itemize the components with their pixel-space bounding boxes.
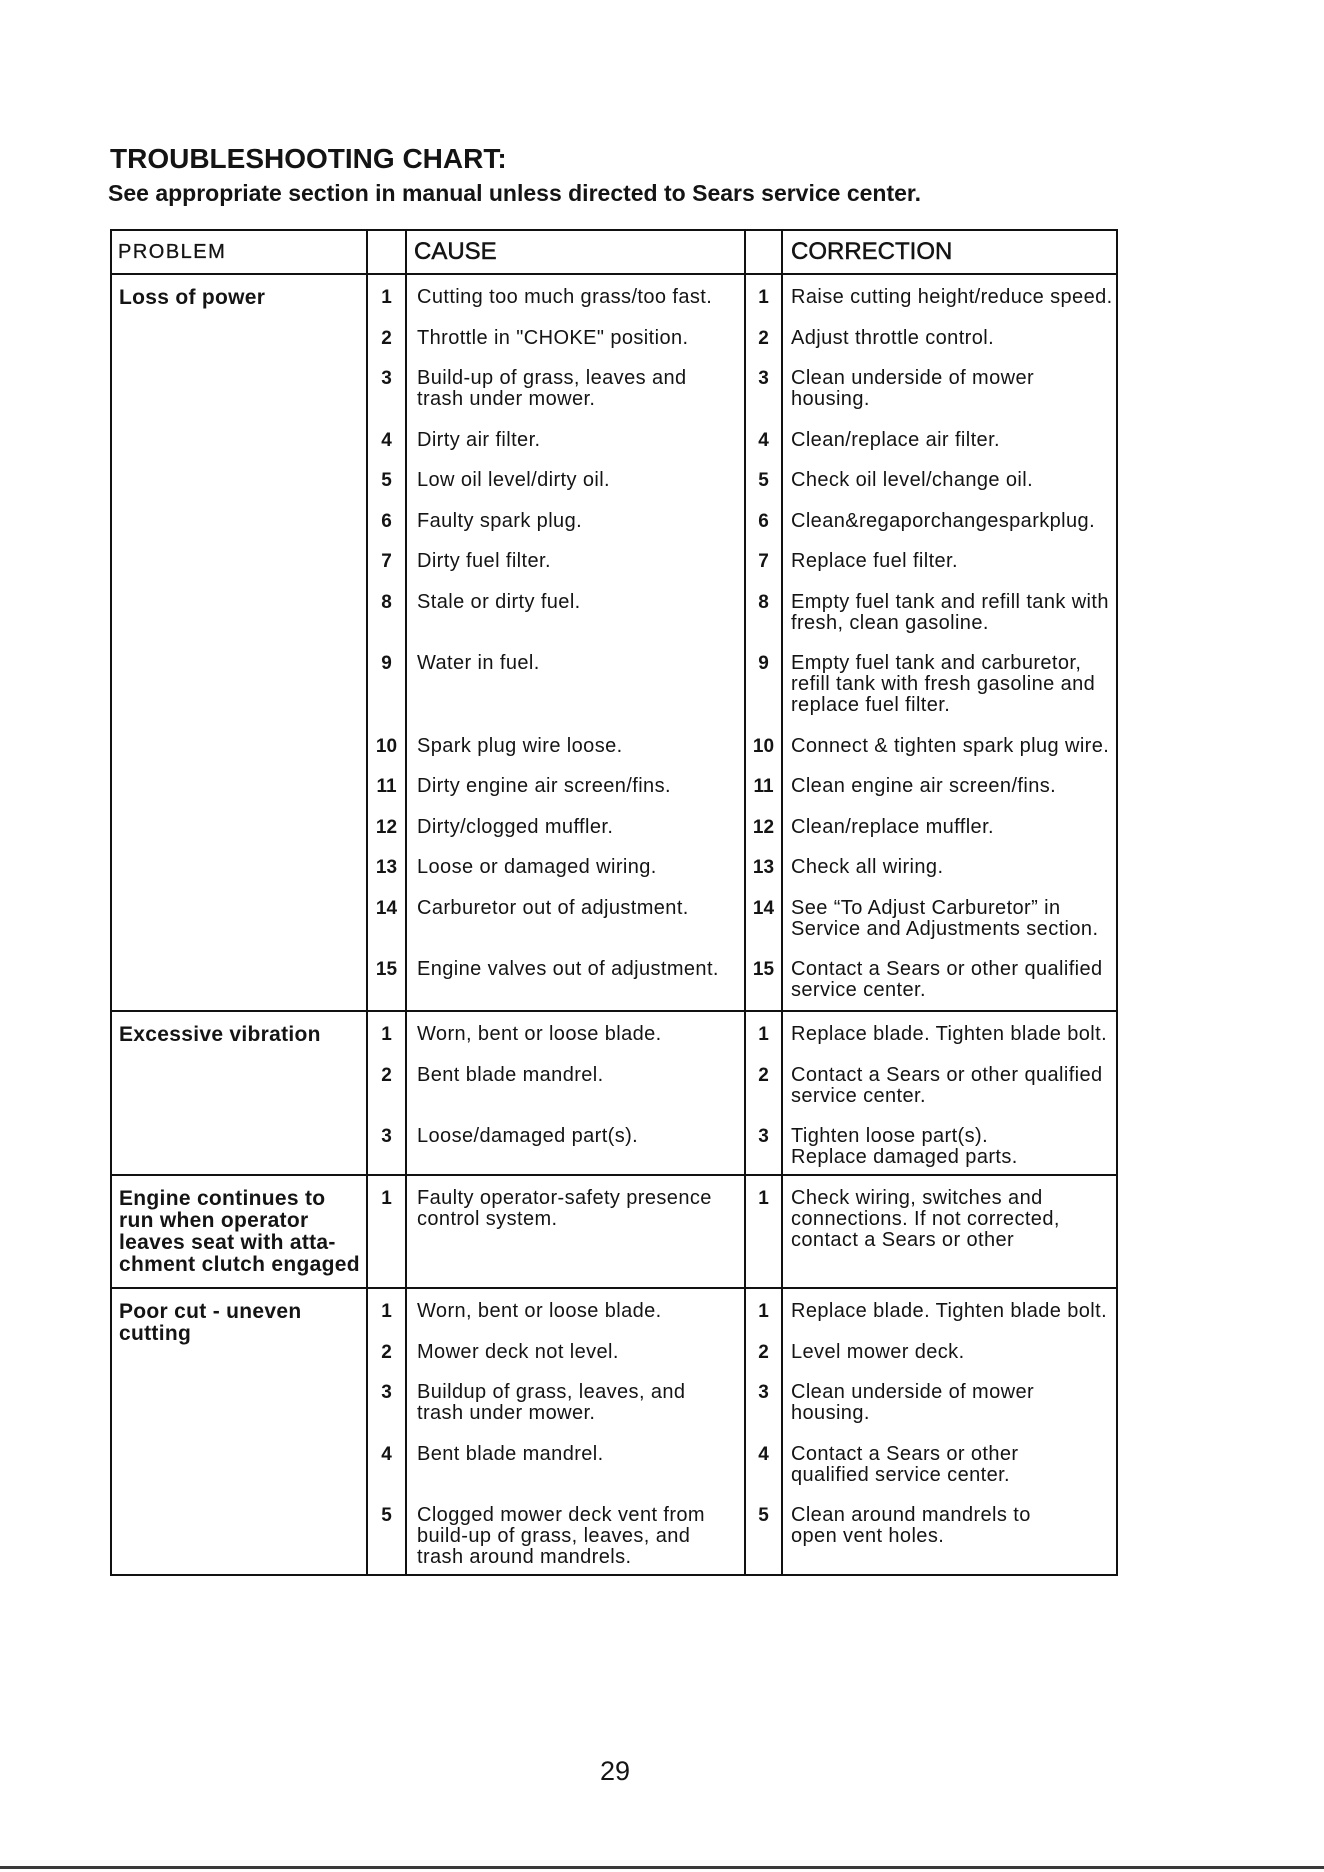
cause-correction-list: [367, 1012, 1116, 1176]
table-row: [367, 430, 1116, 471]
correction-text: Check wiring, switches and connections. If not corrected, contact a Sears or other: [791, 1188, 1060, 1251]
cause-number: 10: [375, 735, 398, 757]
correction-number: 13: [752, 857, 775, 878]
cause-text: Build-up of grass, leaves and trash under mower.: [417, 368, 687, 410]
correction-number: 1: [758, 1024, 769, 1045]
cause-text: Worn, bent or loose blade.: [417, 1024, 662, 1045]
cause-number: 1: [381, 1024, 392, 1045]
correction-number: 14: [752, 897, 775, 919]
table-row: [367, 653, 1116, 736]
cause-number: 1: [381, 1188, 392, 1209]
cause-number: 5: [381, 1505, 392, 1526]
correction-number: 5: [758, 470, 769, 491]
table-row: [367, 959, 1116, 1012]
table-row: [367, 1444, 1116, 1506]
correction-text: Check all wiring.: [791, 857, 944, 878]
correction-number: 2: [758, 1341, 769, 1363]
correction-text: Contact a Sears or other qualified service center.: [791, 1064, 1103, 1107]
cause-text: Bent blade mandrel.: [417, 1064, 604, 1086]
correction-number: 3: [758, 368, 769, 389]
cause-number: 3: [381, 1382, 392, 1403]
column-divider-cause-number: [405, 231, 407, 1574]
table-row: [367, 776, 1116, 817]
table-row: [367, 368, 1116, 430]
cause-text: Worn, bent or loose blade.: [417, 1301, 662, 1322]
cause-number: 8: [381, 591, 392, 613]
correction-number: 8: [758, 591, 769, 613]
cause-text: Dirty engine air screen/fins.: [417, 776, 671, 797]
correction-text: Contact a Sears or other qualified service center.: [791, 959, 1103, 1001]
column-divider-problem: [366, 231, 368, 1574]
cause-correction-list: [367, 1176, 1116, 1287]
table-row: [367, 470, 1116, 511]
cause-text: Low oil level/dirty oil.: [417, 470, 611, 491]
cause-text: Dirty fuel filter.: [417, 551, 551, 572]
correction-text: Empty fuel tank and refill tank with fresh, clean gasoline.: [791, 591, 1109, 634]
correction-text: Clean around mandrels to open vent holes.: [791, 1505, 1031, 1547]
column-divider-cause: [744, 231, 746, 1574]
scan-edge: [0, 1866, 1324, 1869]
table-body: [112, 275, 1116, 1574]
page-number: 29: [599, 1756, 631, 1786]
cause-text: Engine valves out of adjustment.: [417, 959, 719, 980]
correction-number: 3: [758, 1126, 769, 1147]
correction-text: Adjust throttle control.: [791, 327, 995, 349]
cause-number: 6: [381, 510, 392, 532]
cause-text: Water in fuel.: [417, 653, 540, 674]
cause-text: Dirty air filter.: [417, 429, 541, 451]
problem-section: [112, 1012, 1116, 1176]
correction-number: 1: [758, 1301, 769, 1322]
table-row: [367, 1126, 1116, 1176]
table-row: [367, 592, 1116, 654]
cause-number: 13: [375, 857, 398, 878]
correction-number: 6: [758, 510, 769, 532]
header-correction-number: [745, 231, 782, 273]
correction-text: Replace blade. Tighten blade bolt.: [791, 1301, 1108, 1322]
problem-label: Excessive vibration: [119, 1023, 321, 1046]
table-row: [367, 1188, 1116, 1271]
table-row: [367, 898, 1116, 960]
column-divider-correction-number: [781, 231, 783, 1574]
problem-section: [112, 1289, 1116, 1574]
table-row: [367, 1342, 1116, 1383]
correction-number: 4: [758, 1443, 769, 1465]
correction-text: Raise cutting height/reduce speed.: [791, 287, 1113, 308]
cause-text: Mower deck not level.: [417, 1341, 619, 1363]
cause-text: Faulty operator-safety presence control system.: [417, 1188, 712, 1230]
problem-label: Poor cut - uneven cutting: [119, 1300, 302, 1345]
cause-number: 2: [381, 1064, 392, 1086]
correction-text: Replace blade. Tighten blade bolt.: [791, 1024, 1108, 1045]
correction-text: Clean underside of mower housing.: [791, 1382, 1035, 1424]
cause-number: 15: [375, 959, 398, 980]
table-row: [367, 1505, 1116, 1574]
cause-number: 2: [381, 327, 392, 349]
correction-text: See “To Adjust Carburetor” in Service and Adjustments section.: [791, 897, 1099, 940]
correction-number: 15: [752, 959, 775, 980]
correction-text: Connect & tighten spark plug wire.: [791, 735, 1110, 757]
header-problem: PROBLEM: [118, 240, 227, 263]
correction-text: Empty fuel tank and carburetor, refill tank with fresh gasoline and replace fuel filter.: [791, 653, 1096, 716]
correction-text: Check oil level/change oil.: [791, 470, 1034, 491]
cause-text: Loose or damaged wiring.: [417, 857, 657, 878]
correction-text: Contact a Sears or other qualified service center.: [791, 1443, 1019, 1486]
cause-number: 12: [375, 816, 398, 838]
cause-text: Spark plug wire loose.: [417, 735, 623, 757]
correction-number: 5: [758, 1505, 769, 1526]
correction-text: Clean engine air screen/fins.: [791, 776, 1057, 797]
correction-number: 2: [758, 1064, 769, 1086]
header-correction: CORRECTION: [791, 238, 953, 265]
correction-number: 2: [758, 327, 769, 349]
cause-text: Clogged mower deck vent from build-up of grass, leaves, and trash around mandrels.: [417, 1505, 705, 1568]
correction-number: 9: [758, 653, 769, 674]
cause-text: Bent blade mandrel.: [417, 1443, 604, 1465]
correction-text: Clean/replace air filter.: [791, 429, 1000, 451]
page-subtitle: See appropriate section in manual unless directed to Sears service center.: [108, 180, 921, 206]
table-row: [367, 328, 1116, 369]
cause-number: 7: [381, 551, 392, 572]
correction-text: Clean&regaporchangesparkplug.: [791, 510, 1096, 532]
cause-text: Stale or dirty fuel.: [417, 591, 581, 613]
cause-text: Carburetor out of adjustment.: [417, 897, 689, 919]
table-row: [367, 551, 1116, 592]
cause-text: Cutting too much grass/too fast.: [417, 287, 713, 308]
table-row: [367, 1382, 1116, 1444]
correction-number: 10: [752, 735, 775, 757]
correction-number: 12: [752, 816, 775, 838]
header-cause: CAUSE: [414, 238, 497, 265]
table-row: [367, 1065, 1116, 1127]
correction-text: Clean underside of mower housing.: [791, 368, 1035, 410]
cause-number: 2: [381, 1341, 392, 1363]
cause-correction-list: [367, 1289, 1116, 1574]
correction-number: 1: [758, 287, 769, 308]
page-title: TROUBLESHOOTING CHART:: [110, 143, 507, 174]
cause-text: Loose/damaged part(s).: [417, 1126, 639, 1147]
table-row: [367, 511, 1116, 552]
problem-label: Loss of power: [119, 286, 266, 309]
cause-number: 3: [381, 368, 392, 389]
correction-text: Replace fuel filter.: [791, 551, 958, 572]
table-row: [367, 1301, 1116, 1342]
problem-section: [112, 275, 1116, 1012]
cause-number: 4: [381, 1443, 392, 1465]
table-row: [367, 1024, 1116, 1065]
cause-number: 9: [381, 653, 392, 674]
table-header-row: [112, 231, 1116, 275]
correction-text: Level mower deck.: [791, 1341, 965, 1363]
correction-number: 4: [758, 429, 769, 451]
problem-label: Engine continues to run when operator leaves seat with atta- chment clutch engaged: [119, 1187, 360, 1276]
table-row: [367, 736, 1116, 777]
cause-text: Buildup of grass, leaves, and trash under mower.: [417, 1382, 686, 1424]
problem-section: [112, 1176, 1116, 1289]
cause-number: 4: [381, 429, 392, 451]
cause-number: 3: [381, 1126, 392, 1147]
correction-number: 7: [758, 551, 769, 572]
table-row: [367, 287, 1116, 328]
table-row: [367, 817, 1116, 858]
correction-text: Clean/replace muffler.: [791, 816, 994, 838]
table-row: [367, 857, 1116, 898]
header-cause-number: [367, 231, 406, 273]
troubleshooting-table: [110, 229, 1118, 1576]
cause-number: 1: [381, 287, 392, 308]
correction-number: 11: [753, 776, 774, 797]
cause-number: 1: [381, 1301, 392, 1322]
cause-correction-list: [367, 275, 1116, 1012]
correction-number: 1: [758, 1188, 769, 1209]
correction-text: Tighten loose part(s). Replace damaged parts.: [791, 1126, 1018, 1168]
correction-number: 3: [758, 1382, 769, 1403]
cause-text: Throttle in "CHOKE" position.: [417, 327, 689, 349]
cause-number: 11: [376, 776, 397, 797]
cause-text: Faulty spark plug.: [417, 510, 583, 532]
cause-number: 14: [375, 897, 398, 919]
cause-number: 5: [381, 470, 392, 491]
cause-text: Dirty/clogged muffler.: [417, 816, 614, 838]
